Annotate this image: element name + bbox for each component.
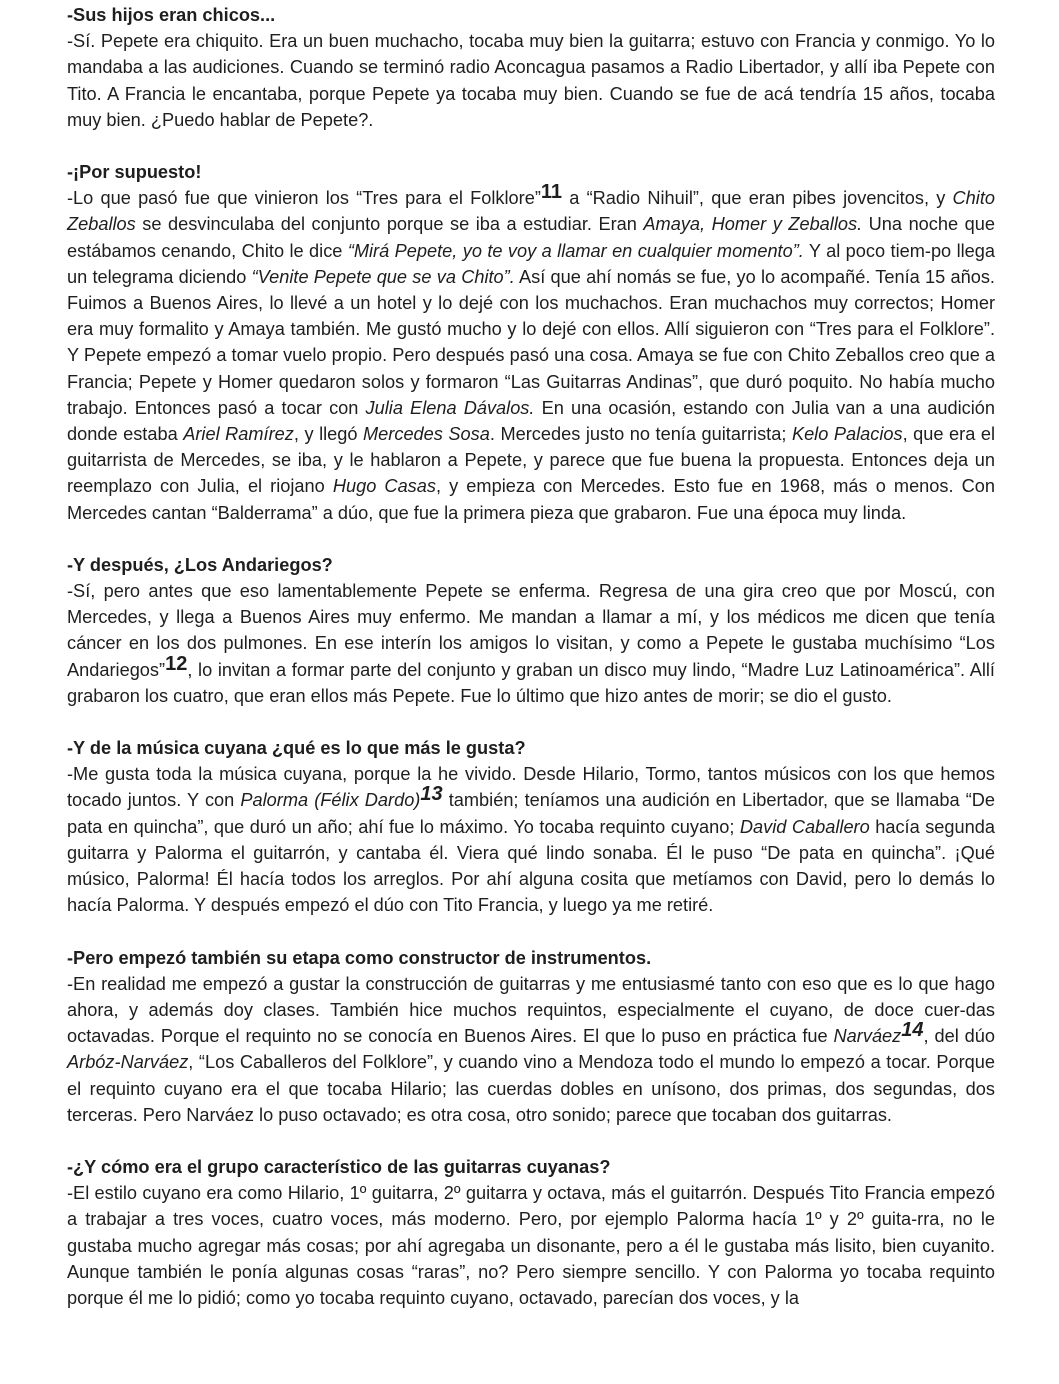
- interview-answer: [67, 578, 995, 709]
- answer-text: a “Radio Nihuil”, que eran pibes jovencitos, y: [562, 188, 953, 209]
- italic-name: “Venite Pepete que se va Chito”.: [251, 266, 515, 287]
- answer-text: Así que ahí nomás se fue, yo lo acompañé. Tenía 15 años. Fuimos a Buenos Aires, lo llevé a un hotel y lo dejé con los muchachos. Eran muchachos muy correctos; Homer era muy formalito y Amaya también. Me gustó mucho y lo dejé con ellos. Allí siguieron con “Tres para el Folklore”. Y Pepete empezó a tomar vuelo propio. Pero después pasó una cosa. Amaya se fue con Chito Zeballos creo que a Francia; Pepete y Homer quedaron solos y formaron “Las Guitarras Andinas”, que duró poquito. No había mucho trabajo. Entonces pasó a tocar con: [67, 266, 995, 418]
- italic-name: Ariel Ramírez: [183, 424, 294, 445]
- italic-name: Amaya, Homer y Zeballos.: [643, 214, 863, 235]
- answer-text: Y al poco tiem-po llega un telegrama diciendo: [67, 240, 996, 287]
- italic-name: Julia Elena Dávalos.: [365, 397, 535, 418]
- answer-text: -En realidad me empezó a gustar la construcción de guitarras y me entusiasmé tanto con eso que es lo que hago ahora, y además doy clases. También hice muchos requintos, especialmente el cuyano, de doce cuer-das octavadas. Porque el requinto no se conocía en Buenos Aires. El que lo puso en práctica fue: [67, 973, 995, 1047]
- answer-text: , lo invitan a formar parte del conjunto y graban un disco muy lindo, “Madre Luz Latinoamérica”. Allí grabaron los cuatro, que eran ellos más Pepete. Fue lo último que hizo antes de morir; se dio el gusto.: [67, 659, 995, 706]
- interview-question: -Sus hijos eran chicos...: [67, 5, 276, 25]
- interview-answer: [67, 181, 996, 526]
- footnote-ref: 11: [540, 181, 563, 204]
- italic-name: Narváez: [833, 1026, 902, 1047]
- interview-question: -Y después, ¿Los Andariegos?: [67, 554, 333, 575]
- interview-document: [67, 2, 995, 1337]
- interview-section: [67, 1154, 995, 1311]
- interview-question: -Y de la música cuyana ¿qué es lo que más le gusta?: [67, 738, 526, 759]
- italic-name: Arbóz-Narváez: [67, 1052, 189, 1073]
- answer-text: se desvinculaba del conjunto porque se iba a estudiar. Eran: [135, 214, 644, 235]
- answer-text: Una noche que estábamos cenando, Chito le dice: [67, 214, 995, 261]
- interview-answer: [67, 761, 995, 918]
- italic-name: David Caballero: [739, 816, 870, 837]
- interview-section: [67, 159, 995, 526]
- footnote-ref: 13: [420, 783, 443, 806]
- interview-answer: [67, 971, 995, 1128]
- answer-text: también; teníamos una audición en Libertador, que se llamaba “De pata en quincha”, que duró un año; ahí fue lo máximo. Yo tocaba requinto cuyano;: [67, 790, 996, 837]
- answer-text: -Sí, pero antes que eso lamentablemente Pepete se enferma. Regresa de una gira creo que por Moscú, con Mercedes, y llega a Buenos Aires muy enfermo. Me mandan a llamar a mí, y los médicos me dicen que tenía cáncer en los dos pulmones. En ese interín los amigos lo visitan, y como a Pepete le gustaba muchísimo “Los Andariegos”: [67, 581, 995, 680]
- answer-text: , y llegó: [293, 424, 364, 445]
- footnote-ref: 12: [165, 652, 188, 675]
- answer-text: . Mercedes justo no tenía guitarrista;: [489, 424, 792, 445]
- italic-name: Kelo Palacios: [791, 424, 903, 445]
- interview-question: -Pero empezó también su etapa como constructor de instrumentos.: [67, 947, 652, 968]
- answer-text: hacía segunda guitarra y Palorma el guitarrón, y cantaba él. Viera qué lindo sonaba. Él le puso “De pata en quincha”. ¡Qué músico, Palorma! Él hacía todos los arreglos. Por ahí alguna cosita que metíamos con David, pero lo demás lo hacía Palorma. Y después empezó el dúo con Tito Francia, y luego ya me retiré.: [67, 816, 995, 916]
- interview-answer: [67, 28, 995, 133]
- answer-text: , “Los Caballeros del Folklore”, y cuando vino a Mendoza todo el mundo lo empezó a tocar. Porque el requinto cuyano era el que tocaba Hilario; las cuerdas dobles en unísono, dos primas, dos segundas, dos terceras. Pero Narváez lo puso octavado; es otra cosa, otro sonido; parece que tocaban dos guitarras.: [67, 1052, 995, 1125]
- answer-text: , que era el guitarrista de Mercedes, se iba, y le hablaron a Pepete, y parece que fue buena la propuesta. Entonces deja un reemplazo con Julia, el riojano: [67, 424, 996, 497]
- answer-text: -El estilo cuyano era como Hilario, 1º guitarra, 2º guitarra y octava, más el guitarrón. Después Tito Francia empezó a trabajar a tres voces, cuatro voces, más moderno. Pero, por ejemplo Palorma hacía 1º y 2º guita-rra, no le gustaba mucho agregar más cosas; por ahí agregaba un disonante, pero a él le gustaba más lisito, bien cuyanito. Aunque también le ponía algunas cosas “raras”, no? Pero siempre sencillo. Y con Palorma yo tocaba requinto porque él me lo pidió; como yo tocaba requinto cuyano, octavado, parecían dos voces, y la: [67, 1183, 995, 1308]
- interview-section: [67, 552, 995, 709]
- interview-section: [67, 735, 995, 918]
- answer-text: , y empieza con Mercedes. Esto fue en 1968, más o menos. Con Mercedes cantan “Balderrama” a dúo, que fue la primera pieza que grabaron. Fue una época muy linda.: [67, 476, 996, 523]
- italic-name: “Mirá Pepete, yo te voy a llamar en cualquier momento”.: [347, 240, 804, 261]
- answer-text: -Me gusta toda la música cuyana, porque la he vivido. Desde Hilario, Tormo, tantos músicos con los que hemos tocado juntos. Y con: [67, 764, 995, 811]
- italic-name: Mercedes Sosa: [363, 424, 490, 445]
- italic-name: Palorma (Félix Dardo): [240, 790, 421, 811]
- answer-text: , del dúo: [923, 1026, 995, 1047]
- answer-text: -Lo que pasó fue que vinieron los “Tres para el Folklore”: [67, 188, 541, 209]
- footnote-ref: 14: [901, 1019, 924, 1042]
- interview-section: [67, 2, 995, 133]
- answer-text: En una ocasión, estando con Julia van a una audición donde estaba: [67, 397, 995, 445]
- italic-name: Hugo Casas: [332, 476, 436, 497]
- interview-question: -¿Y cómo era el grupo característico de las guitarras cuyanas?: [67, 1156, 611, 1177]
- italic-name: Chito Zeballos: [67, 188, 995, 235]
- interview-section: [67, 945, 995, 1128]
- answer-text: -Sí. Pepete era chiquito. Era un buen muchacho, tocaba muy bien la guitarra; estuvo con Francia y conmigo. Yo lo mandaba a las audiciones. Cuando se terminó radio Aconcagua pasamos a Radio Libertador, y allí iba Pepete con Tito. A Francia le encantaba, porque Pepete ya tocaba muy bien. Cuando se fue de acá tendría 15 años, tocaba muy bien. ¿Puedo hablar de Pepete?.: [67, 31, 995, 130]
- interview-answer: [67, 1180, 995, 1311]
- interview-question: -¡Por supuesto!: [67, 162, 202, 183]
